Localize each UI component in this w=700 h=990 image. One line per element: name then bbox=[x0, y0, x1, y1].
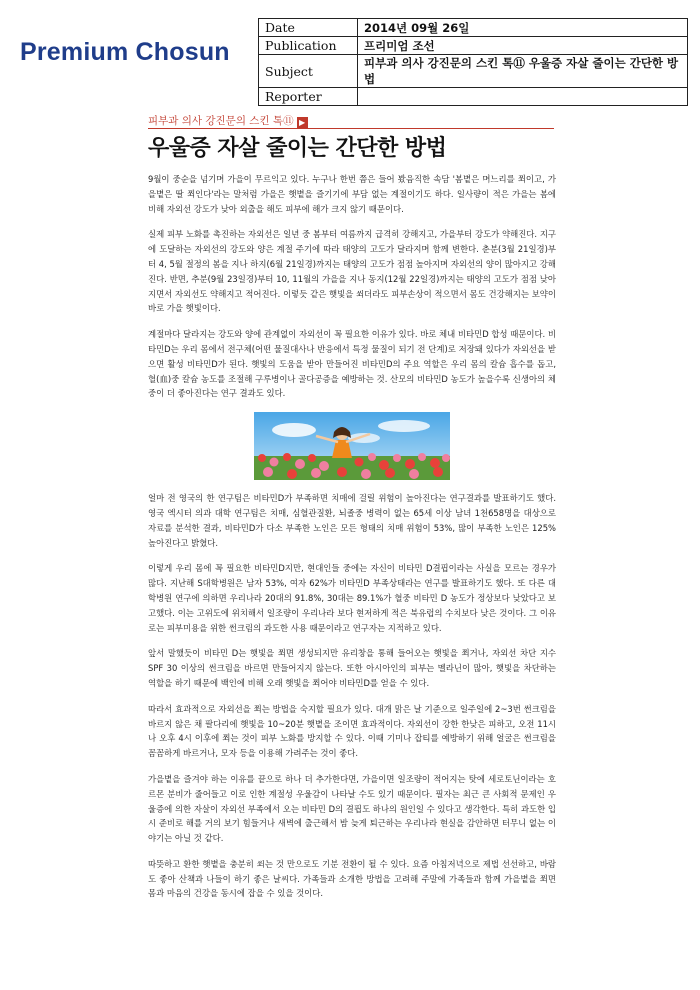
subject-label: Subject bbox=[259, 55, 358, 88]
date-label: Date bbox=[259, 19, 358, 37]
metadata-table bbox=[258, 18, 688, 106]
paragraph: 계절마다 달라지는 강도와 양에 관계없이 자외선이 꼭 필요한 이유가 있다. 바로 체내 비타민D 합성 때문이다. 비타민D는 우리 몸에서 전구체(어떤 물질대사나 반응에서 특정 물질이 되기 전 단계)로 저장돼 있다가 자외선을 받으면 활성 비타민D가 된다. 햇빛의 도움을 받아 만들어진 비타민D의 주요 역할은 우리 몸의 칼슘 흡수를 돕고, 혈(血)중 칼슘 농도를 조절해 구루병이나 골다공증을 예방하는 것. 산모의 비타민D 농도가 높을수록 신생아의 체중이 더 좋아진다는 연구 결과도 있다. bbox=[148, 329, 556, 399]
subject-row bbox=[259, 55, 688, 88]
chevron-right-icon: ▶ bbox=[297, 117, 308, 128]
paragraph: 실제 피부 노화를 촉진하는 자외선은 일년 중 봄부터 여름까지 급격히 강해지고, 가을부터 강도가 약해진다. 지구에 도달하는 자외선의 강도와 양은 계절 주기에 따라 태양의 고도가 달라지며 함께 변한다. 춘분(3월 21일경)부터 4, 5월 절정의 봄을 지나 하지(6월 21일경)까지는 태양의 고도가 점점 높아지며 자외선의 양이 많아지고 강해진다. 반면, 추분(9월 23일경)부터 10, 11월의 가을을 지나 동지(12월 22일경)까지는 태양의 고도가 점점 낮아지면서 자외선도 약해지고 적어진다. 이렇듯 같은 햇빛을 쐬더라도 피부손상이 적으면서 몸도 건강해지는 보약이 바로 가을 햇빛이다. bbox=[148, 229, 556, 314]
article-title: 우울증 자살 줄이는 간단한 방법 bbox=[148, 135, 447, 161]
publication-row bbox=[259, 37, 688, 55]
reporter-row bbox=[259, 88, 688, 106]
paragraph: 따뜻하고 환한 햇볕을 충분히 쐬는 것 만으로도 기분 전환이 될 수 있다. 요즘 아침저녁으로 제법 선선하고, 바람도 좋아 산책과 나들이 하기 좋은 날씨다. 가족들과 소개한 방법을 고려해 주말에 가족들과 함께 가을볕을 쬐면 몸과 마음의 건강을 동시에 잡을 수 있을 것이다. bbox=[148, 858, 556, 899]
kicker-text: 피부과 의사 강진문의 스킨 톡⑪ bbox=[148, 115, 294, 127]
paragraph: 따라서 효과적으로 자외선을 쬐는 방법을 숙지할 필요가 있다. 대개 맑은 날 기준으로 일주일에 2~3번 썬크림을 바르지 않은 채 팔다리에 햇빛을 10~20분 햇볕을 조이면 효과적이다. 자외선이 강한 한낮은 피하고, 오전 11시나 오후 4시 이후에 쬐는 것이 피부 노화를 방지할 수 있다. 이때 기미나 잡티를 예방하기 위해 얼굴은 썬크림을 꼼꼼하게 바르거나, 모자 등을 이용해 가려주는 것이 좋다. bbox=[148, 703, 556, 759]
premium-chosun-logo: Premium Chosun bbox=[20, 38, 230, 66]
paragraph: 이렇게 우리 몸에 꼭 필요한 비타민D지만, 현대인들 중에는 자신이 비타민 D결핍이라는 사실을 모르는 경우가 많다. 지난해 S대학병원은 남자 53%, 여자 62%가 비타민D 부족상태라는 연구를 발표하기도 했다. 또 다른 대학병원 연구에 의하면 우리나라 20대의 91.8%, 30대는 89.1%가 혈중 비타민 D 농도가 정상보다 낮았다고 보고했다. 이는 고위도에 위치해서 일조량이 우리나라 보다 현저하게 적은 북유럽의 수치보다 낮은 것이다. 그 이유로는 피부미용을 위한 썬크림의 과도한 사용 때문이라고 연구자는 지적하고 있다. bbox=[148, 563, 556, 633]
reporter-label: Reporter bbox=[259, 88, 358, 106]
reporter-value bbox=[358, 88, 688, 106]
date-row bbox=[259, 19, 688, 37]
girl-in-flower-field-illustration bbox=[254, 412, 450, 480]
subject-value: 피부과 의사 강진문의 스킨 톡⑪ 우울증 자살 줄이는 간단한 방법 bbox=[358, 55, 688, 88]
article-kicker bbox=[148, 113, 308, 128]
publication-value: 프리미엄 조선 bbox=[358, 37, 688, 55]
paragraph: 앞서 말했듯이 비타민 D는 햇빛을 쬐면 생성되지만 유리창을 통해 들어오는 햇빛을 쬐거나, 자외선 차단 지수 SPF 30 이상의 썬크림을 바르면 만들어지지 않는다. 또한 아시아인의 피부는 멜라닌이 많아, 햇빛을 차단하는 역할을 하기 때문에 백인에 비해 오래 햇빛을 쬐어야 비타민D를 얻을 수 있다. bbox=[148, 648, 556, 688]
article-body bbox=[148, 172, 556, 912]
publication-label: Publication bbox=[259, 37, 358, 55]
date-value: 2014년 09월 26일 bbox=[364, 20, 470, 35]
paragraph: 가을볕을 즐겨야 하는 이유를 끝으로 하나 더 추가한다면, 가을이면 일조량이 적어지는 탓에 세로토닌이라는 호르몬 분비가 줄어들고 이로 인한 계절성 우울감이 나타날 수도 있기 때문이다. 필자는 최근 큰 사회적 문제인 우울증에 의한 자살이 자외선 부족에서 오는 비타민 D의 결핍도 하나의 원인일 수 있다고 생각한다. 특히 과도한 입시 준비로 해를 거의 보기 힘들거나 새벽에 출근해서 밤 늦게 퇴근하는 우리나라 현실을 감안하면 터무니 없는 이야기는 아닐 것 같다. bbox=[148, 773, 556, 844]
paragraph: 얼마 전 영국의 한 연구팀은 비타민D가 부족하면 치매에 걸릴 위험이 높아진다는 연구결과를 발표하기도 했다. 영국 엑시터 의과 대학 연구팀은 치매, 심혈관질환, 뇌졸중 병력이 없는 65세 이상 남녀 1천658명을 대상으로 자료를 분석한 결과, 비타민D가 다소 부족한 노인은 모든 형태의 치매 위험이 53%, 많이 부족한 노인은 125% 높아진다고 밝혔다. bbox=[148, 493, 556, 548]
kicker-divider bbox=[148, 128, 554, 129]
paragraph: 9월이 중순을 넘기며 가을이 무르익고 있다. 누구나 한번 쯤은 들어 봤음직한 속담 '봄볕은 며느리를 쬐이고, 가을볕은 딸 쬐인다'라는 말처럼 가을은 햇볕을 즐기기에 부담 없는 계절이기도 하다. 일사량이 적은 가을는 봄에 비해 자외선 강도가 낮아 외출을 해도 피부에 해가 크지 않기 때문이다. bbox=[148, 174, 556, 214]
